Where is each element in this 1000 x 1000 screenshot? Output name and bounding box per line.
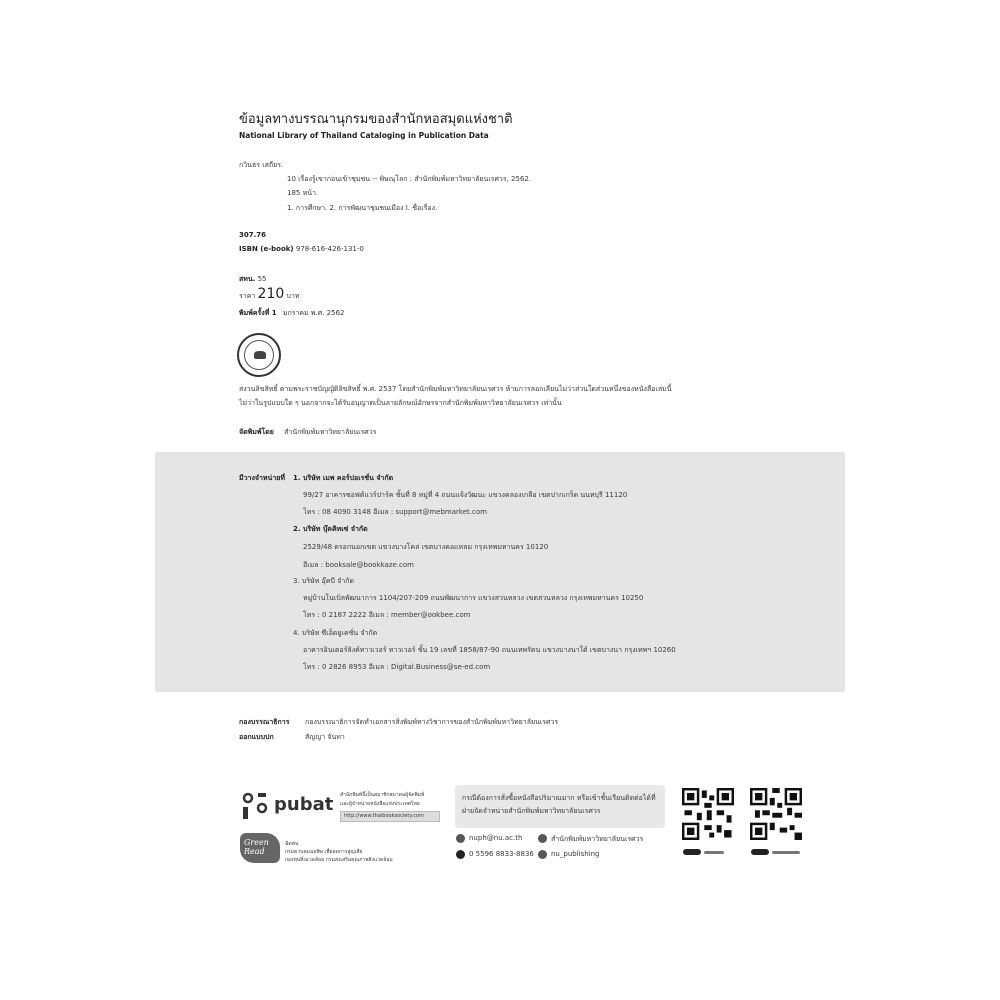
publisher-label: จัดพิมพ์โดย <box>239 428 274 436</box>
contact-phone: 0 5596 8833-8836 <box>469 850 534 858</box>
distributor-1-name: 1. บริษัท เมพ คอร์ปอเรชั่น จำกัด <box>293 474 394 482</box>
distributors-panel <box>155 452 845 692</box>
classification: 307.76 <box>239 231 267 239</box>
isbn-value: 978-616-426-131-0 <box>295 245 364 253</box>
qr-1-caption-icon <box>704 851 724 854</box>
copyright-line-1: สงวนลิขสิทธิ์ ตามพระราชบัญญัติลิขสิทธิ์ พ.ศ. 2537 โดยสำนักพิมพ์มหาวิทยาลัยนเรศวร ห้ามการลอกเลียนไม่ว่าส่วนใดส่วนหนึ่งของหนังสือเล่มนี้ <box>239 385 672 393</box>
green-text-1: ฉีดพ่น <box>285 841 299 847</box>
code-label: สทน. <box>239 275 256 283</box>
isbn-label: ISBN (e-book) <box>239 245 294 253</box>
title-english: National Library of Thailand Cataloging in Publication Data <box>239 131 489 140</box>
catalog-line-2: 185 หน้า. <box>287 189 319 197</box>
distributor-4-address: อาคารอินเตอร์ลิงค์ทาวเวอร์ ทาวเวอร์ ชั้น 19 เลขที่ 1858/87-90 ถนนเทพรัตน แขวงบางนาใต้ เขตบางนา กรุงเทพฯ 10260 <box>303 646 676 654</box>
price-value: 210 <box>257 286 285 302</box>
qr-code-1-icon[interactable] <box>682 788 734 840</box>
pubat-text-2: และผู้จำหน่ายหนังสือแห่งประเทศไทย <box>340 801 420 807</box>
publisher-value: สำนักพิมพ์มหาวิทยาลัยนเรศวร <box>284 428 377 436</box>
distributor-3-contact: โทร : 0 2187 2222 อีเมล : member@ookbee.com <box>303 611 471 619</box>
price-unit: บาท <box>286 292 300 300</box>
edition-value: มกราคม พ.ศ. 2562 <box>282 309 345 317</box>
code <box>239 274 267 285</box>
email-icon <box>456 834 465 843</box>
distributor-2-name: 2. บริษัท บุ๊คคิทเซ่ จำกัด <box>293 525 368 533</box>
isbn <box>239 245 364 253</box>
order-line-2: ฝ่ายจัดจำหน่ายสำนักพิมพ์มหาวิทยาลัยนเรศวร <box>462 807 601 815</box>
distributor-2-contact: อีเมล : booksale@bookkaze.com <box>303 561 414 569</box>
contact-facebook[interactable]: สำนักพิมพ์มหาวิทยาลัยนเรศวร <box>551 835 644 843</box>
green-text-2: กรมควบคุมมลพิษ เพื่อลดการสูญเสีย <box>285 849 363 855</box>
pubat-url[interactable]: http://www.thaibooksociety.com <box>344 813 424 819</box>
author: กวินธร เสถียร. <box>239 161 284 169</box>
order-line-1: กรณีต้องการสั่งซื้อหนังสือปริมาณมาก หรือเข้าชั้นเรียนติดต่อได้ที่ <box>462 794 656 802</box>
facebook-icon <box>538 834 547 843</box>
distributors-label: มีวางจำหน่ายที่ <box>239 474 285 482</box>
distributor-1-address: 99/27 อาคารซอฟต์แวร์ปาร์ค ชั้นที่ 8 หมู่ที่ 4 ถนนแจ้งวัฒนะ แขวงคลองเกลือ เขตปากเกร็ด นนทบุรี 11120 <box>303 491 628 499</box>
cover-designer-value: สัญญา จันทา <box>305 733 345 741</box>
pubat-logo: pubat <box>274 794 334 815</box>
editor-label: กองบรรณาธิการ <box>239 718 290 726</box>
editor-value: กองบรรณาธิการจัดทำเอกสารสิ่งพิมพ์ทางวิชาการของสำนักพิมพ์มหาวิทยาลัยนเรศวร <box>305 718 559 726</box>
distributor-3-name: 3. บริษัท อุ๊คบี จำกัด <box>293 577 354 585</box>
pubat-symbol-icon <box>240 790 272 822</box>
contact-twitter[interactable]: nu_publishing <box>551 850 600 858</box>
code-value: 55 <box>257 275 267 283</box>
twitter-icon <box>538 850 547 859</box>
distributor-4-name: 4. บริษัท ซีเอ็ดยูเคชั่น จำกัด <box>293 629 378 637</box>
qr-2-caption-icon <box>772 851 800 854</box>
edition-label: พิมพ์ครั้งที่ 1 <box>239 309 277 317</box>
catalog-line-3: 1. การศึกษา. 2. การพัฒนาชุมชนเมือง I. ชื่อเรื่อง. <box>287 204 438 212</box>
distributor-1-contact: โทร : 08 4090 3148 อีเมล : support@mebmarket.com <box>303 508 487 516</box>
qr-2-badge-icon <box>751 849 769 855</box>
price <box>239 286 300 302</box>
edition <box>239 308 344 319</box>
copyright-line-2: ไม่ว่าในรูปแบบใด ๆ นอกจากจะได้รับอนุญาตเป็นลายลักษณ์อักษรจากสำนักพิมพ์มหาวิทยาลัยนเรศวร เท่านั้น <box>239 399 562 407</box>
price-label: ราคา <box>239 292 256 300</box>
pubat-text-1: สำนักพิมพ์นี้เป็นสมาชิกสมาคมผู้จัดพิมพ์ <box>340 792 425 798</box>
distributor-2-address: 2529/48 ตรอกนอกเขต แขวงบางโคล่ เขตบางคอแหลม กรุงเทพมหานคร 10120 <box>303 543 549 551</box>
university-seal-logo <box>237 333 281 377</box>
contact-email[interactable]: nuph@nu.ac.th <box>469 834 523 842</box>
title-thai: ข้อมูลทางบรรณานุกรมของสำนักหอสมุดแห่งชาติ <box>239 112 513 127</box>
green-read-logo: Green Read <box>240 833 280 863</box>
distributor-4-contact: โทร : 0 2826 8953 อีเมล : Digital.Business@se-ed.com <box>303 663 491 671</box>
phone-icon <box>456 850 465 859</box>
catalog-line-1: 10 เรื่องรู้เขาก่อนเข้าชุมชน -- พิษณุโลก : สำนักพิมพ์มหาวิทยาลัยนเรศวร, 2562. <box>287 175 532 183</box>
green-text-3: กองทุนสิ่งแวดล้อม กรมส่งเสริมคุณภาพสิ่งแวดล้อม <box>285 857 393 863</box>
distributor-3-address: หมู่บ้านโนเบิลพัฒนาการ 1104/207-209 ถนนพัฒนาการ แขวงสวนหลวง เขตสวนหลวง กรุงเทพมหานคร 10250 <box>303 594 644 602</box>
qr-code-2-icon[interactable] <box>750 788 802 840</box>
qr-1-badge-icon <box>683 849 701 855</box>
cover-designer-label: ออกแบบปก <box>239 733 274 741</box>
publisher <box>239 427 376 438</box>
